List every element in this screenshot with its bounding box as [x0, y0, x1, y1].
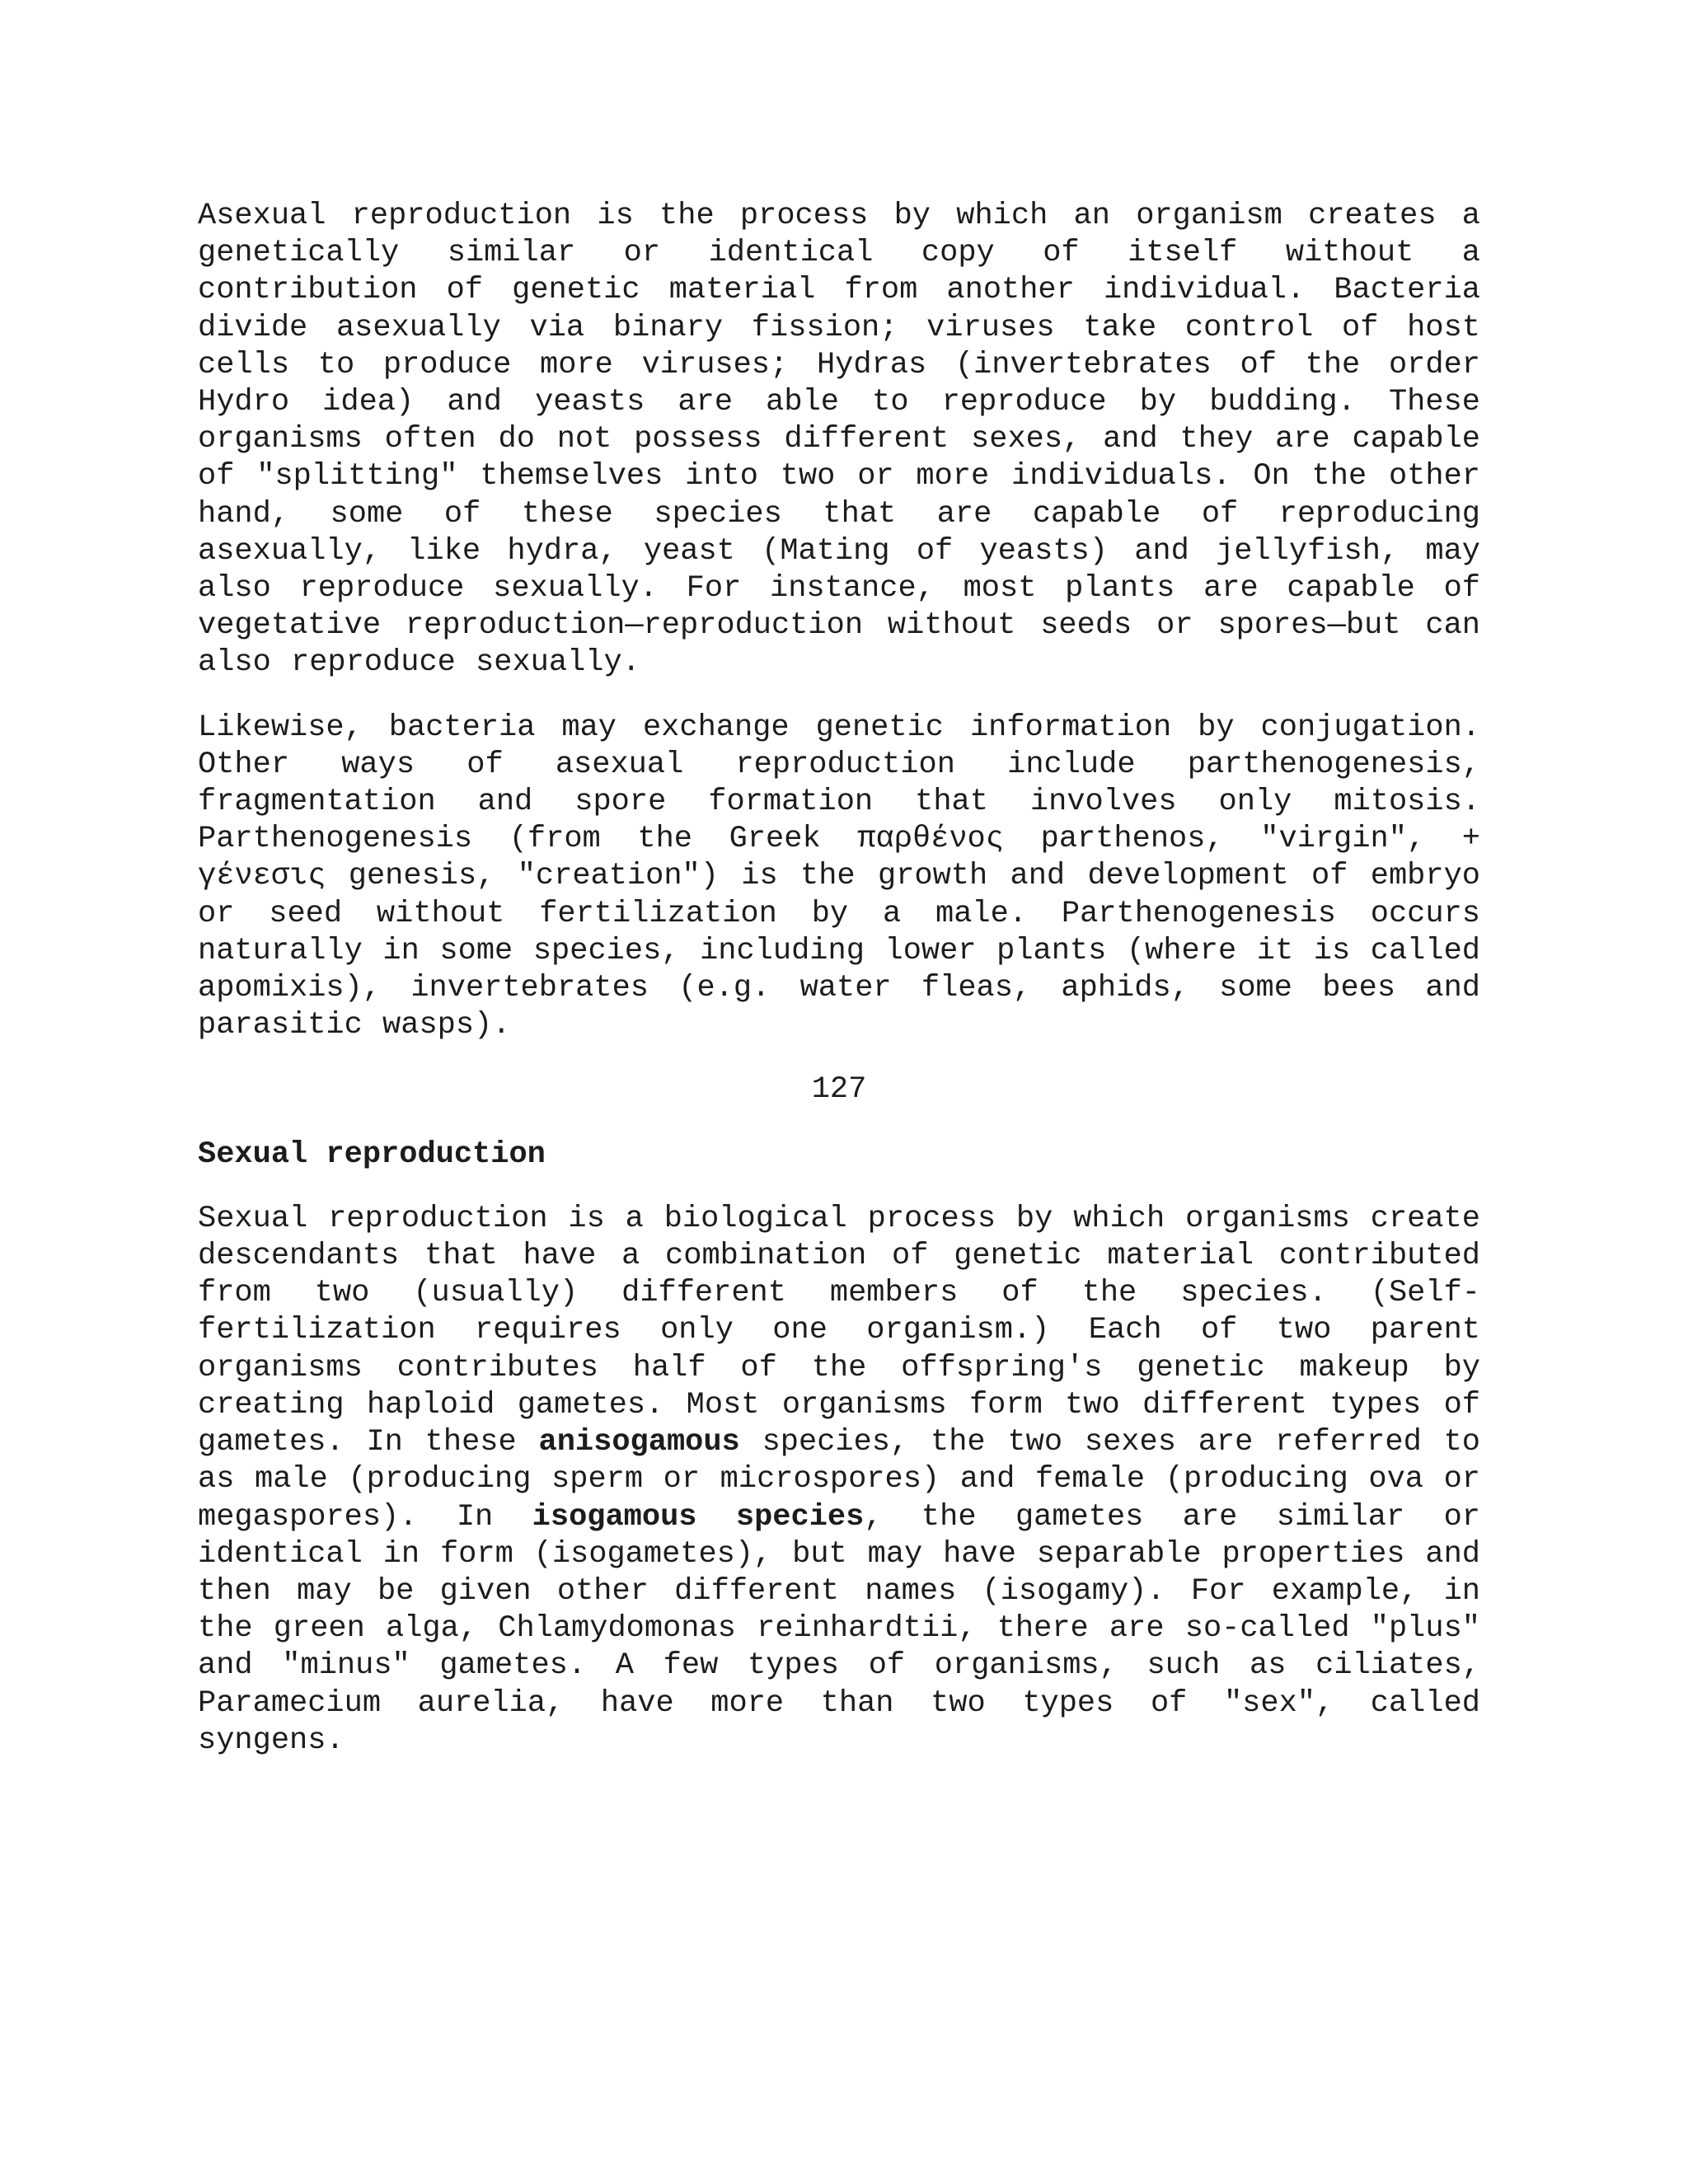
page-number: 127	[811, 1072, 867, 1108]
document-page	[198, 198, 1480, 1760]
section-heading: Sexual reproduction	[198, 1137, 546, 1172]
paragraph-sexual-reproduction	[198, 1201, 1480, 1760]
bold-term-anisogamous: anisogamous	[538, 1425, 740, 1460]
paragraph-asexual-reproduction: Asexual reproduction is the process by which an organism creates a genetically similar or identical copy of itself without a contribution of genetic material from another individual. Bacteria divide asexually via binary fission; viruses take control of host cells to produce more viruses; Hydras (invertebrates of the order Hydro idea) and yeasts are able to reproduce by budding. These organisms often do not possess different sexes, and they are capable of "splitting" themselves into two or more individuals. On the other hand, some of these species that are capable of reproducing asexually, like hydra, yeast (Mating of yeasts) and jellyfish, may also reproduce sexually. For instance, most plants are capable of vegetative reproduction—reproduction without seeds or spores—but can also reproduce sexually.	[198, 199, 1480, 681]
bold-term-isogamous-species: isogamous species	[532, 1499, 865, 1535]
paragraph-text: , the gametes are similar or identical in form (isogametes), but may have separable properties and then may be given other different names (isogamy). For example, in the green alga, Chlamydomonas reinhardtii, there are so-called "plus" and "minus" gametes. A few types of organisms, such as ciliates, Paramecium aurelia, have more than two types of "sex", called syngens.	[198, 1499, 1481, 1758]
paragraph-text: Sexual reproduction is a biological process by which organisms create descendants that have a combination of genetic material contributed from two (usually) different members of the species. (Self-fertilization requires only one organism.) Each of two parent organisms contributes half of the offspring's genetic makeup by creating haploid gametes. Most organisms form two different types of gametes. In these	[198, 1201, 1480, 1460]
paragraph-text: species, the two sexes are referred to as male (producing sperm or microspores) and female (producing ova or megaspores). In	[198, 1425, 1480, 1535]
paragraph-parthenogenesis: Likewise, bacteria may exchange genetic information by conjugation. Other ways of asexual reproduction include parthenogenesis, fragmentation and spore formation that involves only mitosis. Parthenogenesis (from the Greek παρθένος parthenos, "virgin", + γένεσις genesis, "creation") is the growth and development of embryo or seed without fertilization by a male. Parthenogenesis occurs naturally in some species, including lower plants (where it is called apomixis), invertebrates (e.g. water fleas, aphids, some bees and parasitic wasps).	[198, 710, 1480, 1043]
